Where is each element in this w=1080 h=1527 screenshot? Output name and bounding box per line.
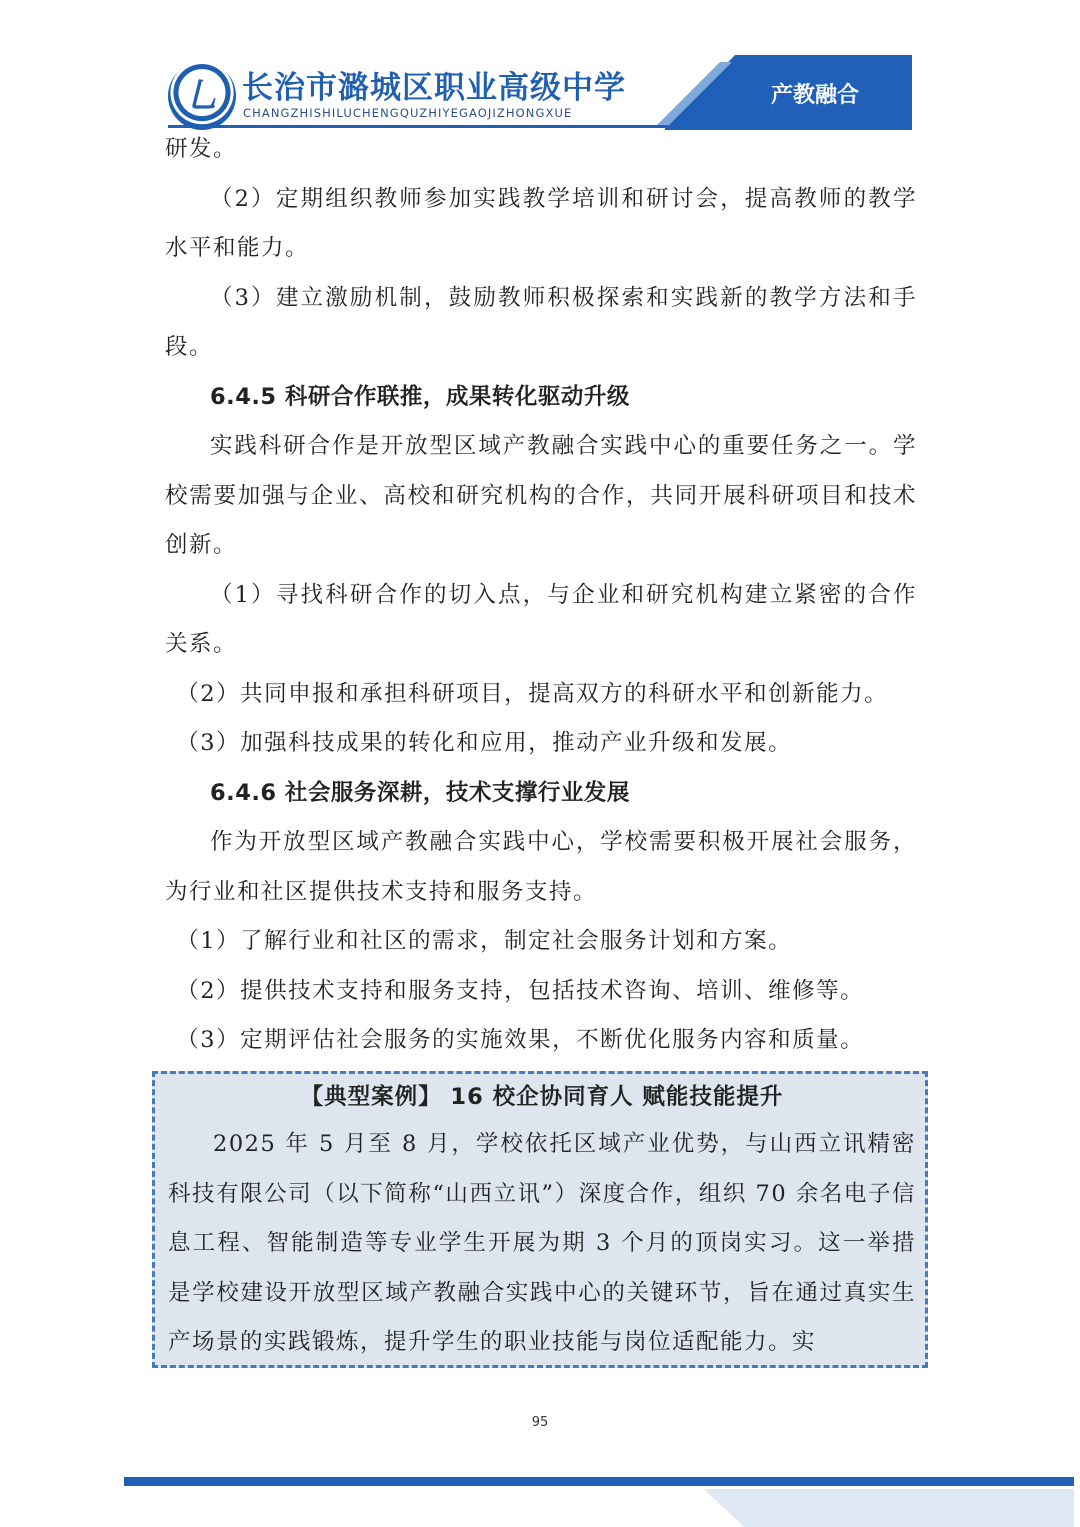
footer-decoration: [124, 1477, 1074, 1527]
paragraph-6-4-6-intro: 作为开放型区域产教融合实践中心，学校需要积极开展社会服务，为行业和社区提供技术支持和服务支持。: [165, 829, 917, 905]
page-header: [0, 0, 1080, 140]
paragraph-item-2: （2）定期组织教师参加实践教学培训和研讨会，提高教师的教学水平和能力。: [165, 185, 917, 261]
footer-rule: [124, 1477, 1074, 1486]
typical-case-body: 2025 年 5 月至 8 月，学校依托区域产业优势，与山西立讯精密科技有限公司（以下简称“山西立讯”）深度合作，组织 70 余名电子信息工程、智能制造等专业学生开展为期 3 个月的顶岗实习。这一举措是学校建设开放型区域产教融合实践中心的关键环节，旨在通过真实生产场景的实践锻炼，提升学生的职业技能与岗位适配能力。实: [168, 1131, 916, 1355]
section-tag: 产教融合: [770, 83, 859, 108]
typical-case-box: [152, 1071, 928, 1368]
paragraph-6-4-6-item-1: （1）了解行业和社区的需求，制定社会服务计划和方案。: [176, 928, 793, 954]
school-name-cn: 长治市潞城区职业高级中学: [242, 70, 626, 106]
paragraph-6-4-5-item-1: （1）寻找科研合作的切入点，与企业和研究机构建立紧密的合作关系。: [165, 581, 917, 657]
footer-shade: [704, 1489, 1074, 1527]
section-heading-6-4-6: 6.4.6 社会服务深耕，技术支撑行业发展: [210, 779, 630, 806]
paragraph-6-4-6-item-2: （2）提供技术支持和服务支持，包括技术咨询、培训、维修等。: [176, 977, 865, 1004]
section-heading-6-4-5: 6.4.5 科研合作联推，成果转化驱动升级: [210, 383, 630, 410]
paragraph-6-4-6-item-3: （3）定期评估社会服务的实施效果，不断优化服务内容和质量。: [176, 1027, 865, 1053]
paragraph-item-3: （3）建立激励机制，鼓励教师积极探索和实践新的教学方法和手段。: [165, 284, 917, 360]
paragraph-continued: 研发。: [165, 136, 238, 162]
school-name-en: CHANGZHISHILUCHENGQUZHIYEGAOJIZHONGXUE: [243, 106, 573, 120]
typical-case-inner: [168, 1074, 916, 1368]
paragraph-6-4-5-item-2: （2）共同申报和承担科研项目，提高双方的科研水平和创新能力。: [176, 680, 889, 707]
school-logo: [168, 62, 236, 130]
paragraph-6-4-5-item-3: （3）加强科技成果的转化和应用，推动产业升级和发展。: [176, 730, 793, 756]
page-number: 95: [531, 1415, 549, 1430]
page-content: [165, 125, 917, 1066]
paragraph-6-4-5-intro: 实践科研合作是开放型区域产教融合实践中心的重要任务之一。学校需要加强与企业、高校和研究机构的合作，共同开展科研项目和技术创新。: [165, 433, 917, 558]
typical-case-title: 【典型案例】 16 校企协同育人 赋能技能提升: [300, 1084, 784, 1110]
logo-mark: 乚: [185, 76, 219, 116]
